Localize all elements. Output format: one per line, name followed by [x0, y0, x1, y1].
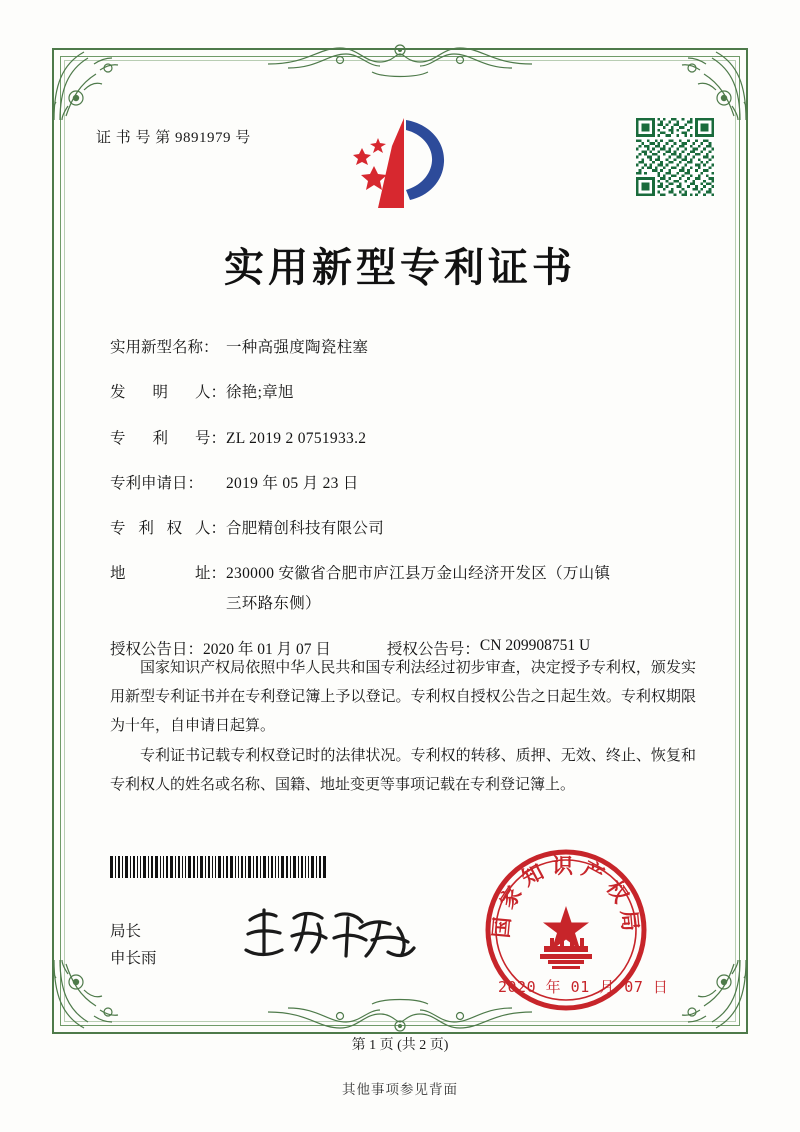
certificate-fields	[110, 336, 700, 667]
svg-text:国家知识产权局: 国家知识产权局	[488, 853, 644, 940]
signature-labels	[110, 918, 157, 972]
field-label: 实用新型名称：	[110, 339, 219, 356]
field-label	[110, 517, 226, 540]
handwritten-signature-icon	[240, 898, 420, 966]
field-label	[110, 381, 226, 404]
field-row-utility-model-name	[110, 336, 700, 359]
field-label	[110, 562, 226, 585]
corner-ornament-icon	[50, 46, 128, 124]
field-value: 一种高强度陶瓷柱塞	[226, 339, 369, 356]
field-label: 专利申请日：	[110, 474, 204, 492]
field-label-part: 号：	[194, 429, 226, 447]
field-label-part: 发	[110, 384, 126, 402]
field-label-part: 人：	[194, 384, 226, 402]
certificate-number: 证 书 号 第 9891979 号	[96, 130, 251, 146]
field-label-part: 人：	[194, 520, 226, 537]
page-indicator: 第 1 页 (共 2 页)	[351, 1038, 449, 1053]
announcement-number-value: CN 209908751 U	[479, 636, 591, 654]
address-line-1: 230000 安徽省合肥市庐江县万金山经济开发区（万山镇	[226, 565, 611, 583]
body-text	[110, 654, 696, 802]
field-row-address	[110, 562, 700, 615]
field-label-part: 权	[166, 520, 183, 537]
field-label-part: 专	[110, 520, 126, 537]
field-value	[226, 562, 700, 615]
field-row-patent-number	[110, 427, 700, 450]
director-name-label: 申长雨	[110, 950, 157, 968]
body-paragraph-1: 国家知识产权局依照中华人民共和国专利法经过初步审查，决定授予专利权，颁发实用新型专利证书并在专利登记簿上予以登记。专利权自授权公告之日起生效。专利权期限为十年，自申请日起算。	[110, 660, 696, 734]
field-label	[110, 427, 226, 450]
field-label-part: 址：	[194, 565, 226, 583]
footer-note: 其他事项参见背面	[342, 1082, 458, 1097]
seal-date: 2020 年 01 月 07 日	[498, 978, 669, 996]
field-label-part: 利	[152, 429, 168, 447]
barcode-icon	[110, 856, 326, 878]
top-flourish-ornament-icon	[268, 38, 532, 82]
page-title: 实用新型专利证书	[224, 244, 576, 291]
field-label-part: 地	[110, 565, 126, 583]
director-title-label: 局长	[110, 923, 142, 940]
field-value: 徐艳;章旭	[226, 384, 294, 402]
announcement-date-value: 2020 年 01 月 07 日	[203, 640, 331, 658]
field-label-part: 利	[138, 520, 154, 537]
field-row-inventor	[110, 381, 700, 404]
announcement-date-label: 授权公告日：	[110, 640, 204, 658]
qr-code-icon	[636, 118, 714, 196]
address-line-2: 三环路东侧）	[226, 594, 321, 612]
field-row-patentee	[110, 517, 700, 540]
body-paragraph-2: 专利证书记载专利权登记时的法律状况。专利权的转移、质押、无效、终止、恢复和专利权人的姓名或名称、国籍、地址变更等事项记载在专利登记簿上。	[110, 748, 696, 794]
announcement-number-label: 授权公告号：	[386, 640, 480, 658]
cnipa-logo-icon	[344, 112, 456, 214]
field-label-part: 专	[110, 429, 126, 447]
field-value: ZL 2019 2 0751933.2	[226, 429, 367, 447]
field-value: 合肥精创科技有限公司	[226, 520, 385, 537]
corner-ornament-icon	[672, 956, 750, 1034]
corner-ornament-icon	[672, 46, 750, 124]
field-value: 2019 年 05 月 23 日	[226, 474, 359, 492]
field-label-part: 明	[152, 384, 168, 402]
field-row-application-date	[110, 472, 700, 495]
